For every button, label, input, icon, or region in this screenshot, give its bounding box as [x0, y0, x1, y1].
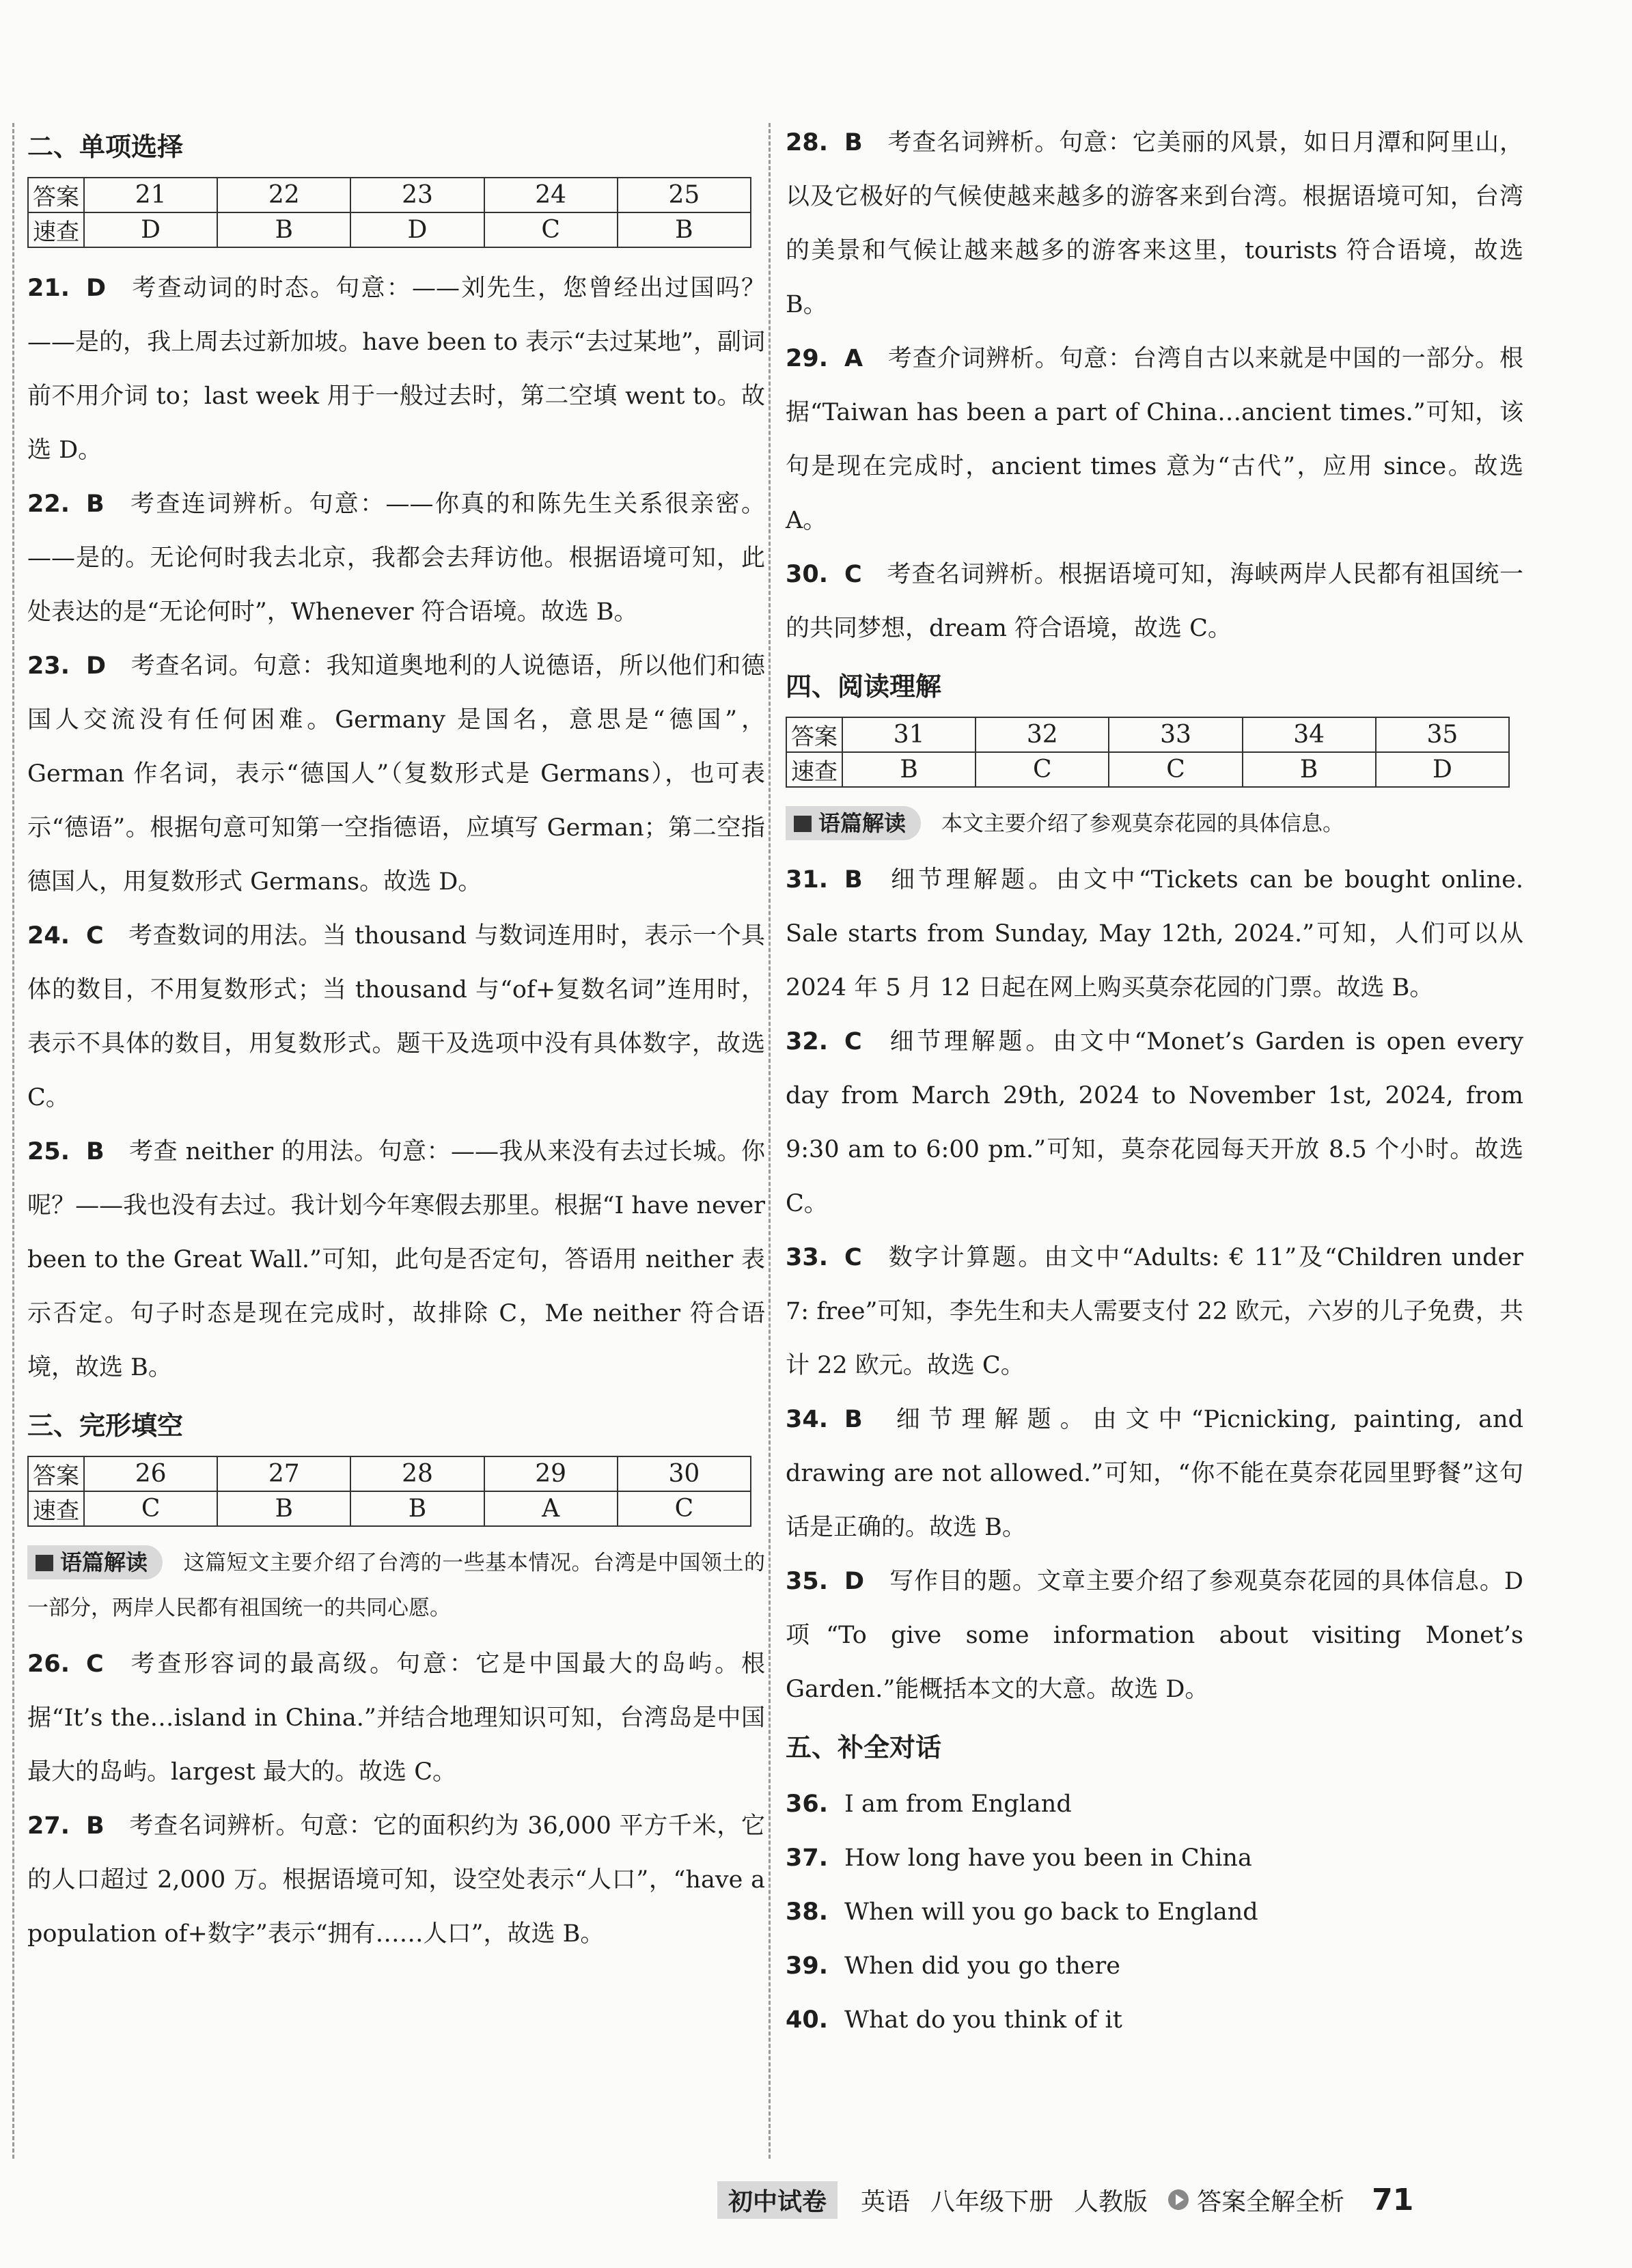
answer-item	[786, 853, 1523, 1015]
item-number: 38.	[786, 1898, 829, 1926]
table-head: 答案	[28, 1456, 84, 1491]
section-title-dialogue: 五、补全对话	[786, 1732, 942, 1762]
table-cell: 32	[976, 717, 1109, 752]
item-number: 32.	[786, 1028, 829, 1055]
table-cell: 33	[1109, 717, 1242, 752]
subject-label: 英语	[861, 2187, 911, 2216]
item-text: What do you think of it	[844, 2006, 1122, 2034]
item-key: C	[844, 561, 862, 588]
table-cell: A	[484, 1491, 618, 1526]
passage-summary: 这篇短文主要介绍了台湾的一些基本情况。台湾是中国领土的一部分，两岸人民都有祖国统一的共同心愿。	[27, 1551, 765, 1620]
item-key: B	[844, 1406, 863, 1433]
item-key: C	[844, 1244, 862, 1271]
passage-interpretation	[786, 801, 1523, 846]
book-icon	[36, 1555, 53, 1571]
dialogue-item	[786, 1778, 1523, 1831]
left-column	[27, 116, 765, 1961]
answer-table-single-choice	[27, 177, 751, 248]
passage-tag-label: 语篇解读	[60, 1549, 148, 1575]
table-cell: D	[84, 212, 217, 247]
table-cell: B	[1243, 752, 1376, 787]
table-cell: 23	[350, 178, 484, 212]
item-number: 30.	[786, 561, 829, 588]
answer-item	[27, 639, 765, 909]
answer-item	[786, 1555, 1523, 1717]
item-text: 细节理解题。由文中“Monet’s Garden is open every day from March 29th, 2024 to November 1st, 2024, from 9:30 am to 6:00 pm.”可知，莫奈花园每天开放 8.5 个小时。故选 C。	[786, 1028, 1523, 1217]
item-text: 考查名词辨析。根据语境可知，海峡两岸人民都有祖国统一的共同梦想，dream 符合语境，故选 C。	[786, 561, 1523, 642]
grade-label: 八年级下册	[930, 2187, 1054, 2216]
item-key: D	[86, 652, 107, 680]
item-number: 23.	[27, 652, 70, 680]
table-cell: B	[618, 212, 751, 247]
item-number: 26.	[27, 1650, 70, 1678]
item-number: 37.	[786, 1844, 829, 1872]
item-text: 考查 neither 的用法。句意：——我从来没有去过长城。你呢？——我也没有去过。我计划今年寒假去那里。根据“I have never been to the Great Wall.”可知，此句是否定句，答语用 neither 表示否定。句子时态是现在完成时，故排除 C，Me neither 符合语境，故选 B。	[27, 1138, 765, 1381]
section-title-cloze: 三、完形填空	[27, 1411, 184, 1441]
table-head: 速查	[28, 212, 84, 247]
item-text: I am from England	[844, 1790, 1072, 1818]
table-cell: C	[84, 1491, 217, 1526]
item-key: D	[844, 1568, 865, 1595]
passage-tag	[786, 806, 921, 840]
answer-item	[27, 1637, 765, 1799]
table-cell: C	[618, 1491, 751, 1526]
item-text: 考查动词的时态。句意：——刘先生，您曾经出过国吗？——是的，我上周去过新加坡。have been to 表示“去过某地”，副词前不用介词 to；last week 用于一般过去时，第二空填 went to。故选 D。	[27, 275, 765, 464]
item-number: 21.	[27, 275, 70, 302]
item-text: 考查介词辨析。句意：台湾自古以来就是中国的一部分。根据“Taiwan has been a part of China…ancient times.”可知，该句是现在完成时，ancient times 意为“古代”，应用 since。故选 A。	[786, 345, 1523, 534]
item-text: 考查数词的用法。当 thousand 与数词连用时，表示一个具体的数目，不用复数形式；当 thousand 与“of+复数名词”连用时，表示不具体的数目，用复数形式。题干及选项中没有具体数字，故选 C。	[27, 922, 765, 1111]
right-column	[786, 116, 1523, 2047]
table-cell: B	[217, 1491, 350, 1526]
table-cell: 26	[84, 1456, 217, 1491]
answer-item	[786, 1015, 1523, 1231]
table-cell: 24	[484, 178, 618, 212]
book-icon	[794, 816, 812, 832]
answer-item	[786, 116, 1523, 332]
item-number: 28.	[786, 129, 829, 156]
table-cell: 34	[1243, 717, 1376, 752]
answer-item	[27, 909, 765, 1125]
table-cell: 21	[84, 178, 217, 212]
item-number: 25.	[27, 1138, 70, 1165]
item-number: 36.	[786, 1790, 829, 1818]
item-text: 考查连词辨析。句意：——你真的和陈先生关系很亲密。——是的。无论何时我去北京，我都会去拜访他。根据语境可知，此处表达的是“无论何时”，Whenever 符合语境。故选 B。	[27, 490, 765, 626]
table-cell: 22	[217, 178, 350, 212]
table-cell: B	[217, 212, 350, 247]
passage-summary: 本文主要介绍了参观莫奈花园的具体信息。	[941, 812, 1344, 836]
table-cell: C	[976, 752, 1109, 787]
table-cell: 27	[217, 1456, 350, 1491]
table-cell: 29	[484, 1456, 618, 1491]
table-cell: D	[1376, 752, 1509, 787]
answer-item	[27, 478, 765, 639]
table-cell: D	[350, 212, 484, 247]
table-cell: B	[842, 752, 976, 787]
section-title-reading: 四、阅读理解	[786, 672, 942, 702]
item-number: 40.	[786, 2006, 829, 2034]
table-cell: 35	[1376, 717, 1509, 752]
passage-tag-label: 语篇解读	[818, 810, 907, 836]
item-key: C	[844, 1028, 862, 1055]
answer-item	[27, 262, 765, 478]
play-icon	[1168, 2189, 1189, 2210]
item-text: When did you go there	[844, 1952, 1120, 1980]
item-key: D	[86, 275, 107, 302]
table-head: 答案	[786, 717, 842, 752]
table-cell: 25	[618, 178, 751, 212]
section-title-single-choice: 二、单项选择	[27, 132, 184, 162]
table-head: 速查	[28, 1491, 84, 1526]
table-cell: 31	[842, 717, 976, 752]
answer-item	[786, 332, 1523, 548]
item-key: C	[86, 1650, 104, 1678]
table-cell: B	[350, 1491, 484, 1526]
left-margin-dashed-line	[12, 123, 14, 2159]
table-cell: C	[1109, 752, 1242, 787]
item-number: 27.	[27, 1812, 70, 1840]
item-key: A	[844, 345, 863, 372]
item-number: 39.	[786, 1952, 829, 1980]
item-number: 33.	[786, 1244, 829, 1271]
answer-table-cloze	[27, 1456, 751, 1527]
page-footer	[717, 2179, 1413, 2220]
dialogue-item	[786, 1939, 1523, 1993]
answer-item	[786, 548, 1523, 656]
table-cell: 28	[350, 1456, 484, 1491]
answer-item	[27, 1799, 765, 1961]
item-key: B	[844, 866, 863, 894]
item-text: 数字计算题。由文中“Adults: € 11”及“Children under 7: free”可知，李先生和夫人需要支付 22 欧元，六岁的儿子免费，共计 22 欧元。故选 C。	[786, 1244, 1523, 1379]
passage-interpretation	[27, 1540, 765, 1631]
item-text: 考查名词辨析。句意：它美丽的风景，如日月潭和阿里山，以及它极好的气候使越来越多的游客来到台湾。根据语境可知，台湾的美景和气候让越来越多的游客来这里，tourists 符合语境，故选 B。	[786, 129, 1523, 318]
item-text: 考查形容词的最高级。句意：它是中国最大的岛屿。根据“It’s the…island in China.”并结合地理知识可知，台湾岛是中国最大的岛屿。largest 最大的。故选 C。	[27, 1650, 765, 1786]
item-number: 31.	[786, 866, 829, 894]
dialogue-item	[786, 1885, 1523, 1939]
item-text: When will you go back to England	[844, 1898, 1258, 1926]
table-head: 答案	[28, 178, 84, 212]
item-number: 24.	[27, 922, 70, 950]
dialogue-item	[786, 1993, 1523, 2047]
answer-table-reading	[786, 717, 1510, 788]
item-text: 细节理解题。由文中“Picnicking, painting, and drawing are not allowed.”可知，“你不能在莫奈花园里野餐”这句话是正确的。故选 B。	[786, 1406, 1523, 1541]
item-key: B	[86, 1812, 105, 1840]
item-key: B	[844, 129, 863, 156]
item-key: B	[86, 490, 105, 518]
table-head: 速查	[786, 752, 842, 787]
item-number: 34.	[786, 1406, 829, 1433]
page-number: 71	[1372, 2182, 1414, 2217]
table-cell: C	[484, 212, 618, 247]
table-cell: 30	[618, 1456, 751, 1491]
dialogue-item	[786, 1831, 1523, 1885]
item-text: How long have you been in China	[844, 1844, 1252, 1872]
answer-item	[786, 1393, 1523, 1555]
item-key: B	[86, 1138, 105, 1165]
series-badge: 初中试卷	[717, 2181, 838, 2219]
answer-item	[27, 1125, 765, 1395]
item-text: 写作目的题。文章主要介绍了参观莫奈花园的具体信息。D 项“To give some information about visiting Monet’s Garden.”能概括本文的大意。故选 D。	[786, 1568, 1523, 1703]
answer-item	[786, 1231, 1523, 1393]
analysis-label: 答案全解全析	[1197, 2187, 1345, 2216]
item-key: C	[86, 922, 104, 950]
item-text: 考查名词。句意：我知道奥地利的人说德语，所以他们和德国人交流没有任何困难。Germany 是国名，意思是“德国”，German 作名词，表示“德国人”（复数形式是 Germans），也可表示“德语”。根据句意可知第一空指德语，应填写 German；第二空指德国人，用复数形式 Germans。故选 D。	[27, 652, 765, 896]
item-number: 35.	[786, 1568, 829, 1595]
item-number: 22.	[27, 490, 70, 518]
edition-label: 人教版	[1074, 2187, 1148, 2216]
passage-tag	[27, 1545, 163, 1579]
column-divider	[769, 123, 771, 2159]
item-text: 考查名词辨析。句意：它的面积约为 36,000 平方千米，它的人口超过 2,000 万。根据语境可知，设空处表示“人口”，“have a population of+数字”表示“拥有……人口”，故选 B。	[27, 1812, 765, 1948]
item-number: 29.	[786, 345, 829, 372]
item-text: 细节理解题。由文中“Tickets can be bought online. Sale starts from Sunday, May 12th, 2024.”可知，人们可以从 2024 年 5 月 12 日起在网上购买莫奈花园的门票。故选 B。	[786, 866, 1523, 1001]
